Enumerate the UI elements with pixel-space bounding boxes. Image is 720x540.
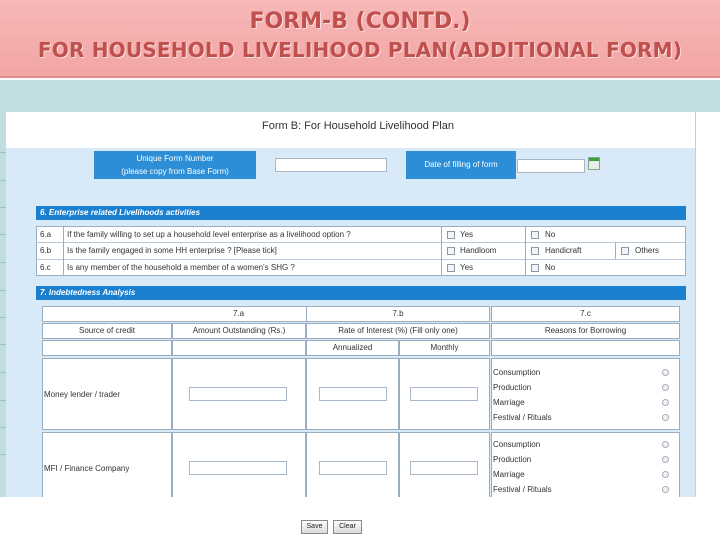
unique-form-number-label [94, 151, 256, 179]
row-6b-question: Is the family engaged in some HH enterprise ? [Please tick] [67, 246, 277, 255]
row-6c-question: Is any member of the household a member of a women's SHG ? [67, 263, 295, 272]
row-6a-no-label: No [545, 230, 556, 239]
row2-reason-festival: Festival / Rituals [493, 485, 552, 494]
section6-table [36, 226, 686, 276]
sub-empty-1 [42, 340, 172, 356]
row2-festival-radio[interactable] [662, 486, 669, 493]
source-row-1-annual-cell [306, 358, 399, 430]
source-row-1-name: Money lender / trader [44, 390, 121, 399]
source-row-2-annual-input[interactable] [319, 461, 387, 475]
source-row-1-label-cell [42, 358, 172, 430]
row-6b-others-checkbox[interactable] [621, 247, 629, 255]
row1-consumption-radio[interactable] [662, 369, 669, 376]
sub-monthly: Monthly [399, 340, 490, 356]
row2-production-radio[interactable] [662, 456, 669, 463]
source-row-2-annual-cell [306, 432, 399, 497]
row2-marriage-radio[interactable] [662, 471, 669, 478]
col-7c-code: 7.c [491, 306, 680, 322]
sub-empty-2 [172, 340, 306, 356]
col-rate-header: Rate of Interest (%) (Fill only one) [306, 323, 490, 339]
slide-title-line2: FOR HOUSEHOLD LIVELIHOOD PLAN(ADDITIONAL FORM) [37, 38, 683, 62]
slide-title-banner [0, 0, 720, 78]
source-row-1-monthly-cell [399, 358, 490, 430]
col-amount-header: Amount Outstanding (Rs.) [172, 323, 306, 339]
form-title: Form B: For Household Livelihood Plan [262, 120, 454, 132]
row2-reason-production: Production [493, 455, 532, 464]
row1-reason-festival: Festival / Rituals [493, 413, 552, 422]
form-screenshot [6, 112, 696, 497]
date-of-filling-label: Date of filling of form [406, 151, 516, 179]
source-row-1-reasons-cell [491, 358, 680, 430]
row-6b-code: 6.b [40, 246, 52, 255]
source-row-2-monthly-cell [399, 432, 490, 497]
source-row-1-monthly-input[interactable] [410, 387, 478, 401]
row-6a-no-checkbox[interactable] [531, 231, 539, 239]
unique-form-number-input[interactable] [275, 158, 387, 172]
slide-title-line1: FORM-B (CONTD.) [249, 9, 471, 34]
col-reasons-header: Reasons for Borrowing [491, 323, 680, 339]
source-row-1-annual-input[interactable] [319, 387, 387, 401]
row-6a-code: 6.a [40, 230, 52, 239]
row-6a-question: If the family willing to set up a household level enterprise as a livelihood option ? [67, 230, 351, 239]
row1-reason-consumption: Consumption [493, 368, 541, 377]
save-button[interactable]: Save [301, 520, 328, 534]
col-7b-code: 7.b [306, 306, 490, 322]
row-6c-no-label: No [545, 263, 556, 272]
source-row-2-monthly-input[interactable] [410, 461, 478, 475]
ufn-label-line1: Unique Form Number [136, 154, 214, 163]
row-6b-others-label: Others [635, 246, 660, 255]
row1-production-radio[interactable] [662, 384, 669, 391]
source-row-1-amount-cell [172, 358, 306, 430]
source-row-2-label-cell [42, 432, 172, 497]
source-row-2-name: MFI / Finance Company [44, 464, 130, 473]
calendar-icon[interactable] [588, 157, 600, 170]
section7-heading: 7. Indebtedness Analysis [36, 286, 686, 300]
col-7a-code: 7.a [42, 306, 435, 322]
row-6c-no-checkbox[interactable] [531, 264, 539, 272]
source-row-2-reasons-cell [491, 432, 680, 497]
row-6b-handloom-checkbox[interactable] [447, 247, 455, 255]
row-6b-handicraft-label: Handicraft [545, 246, 582, 255]
row1-reason-marriage: Marriage [493, 398, 525, 407]
row-6c-code: 6.c [40, 263, 51, 272]
row2-consumption-radio[interactable] [662, 441, 669, 448]
row-6b-handloom-label: Handloom [460, 246, 497, 255]
section6-heading: 6. Enterprise related Livelihoods activities [36, 206, 686, 220]
row1-marriage-radio[interactable] [662, 399, 669, 406]
source-row-1-amount-input[interactable] [189, 387, 287, 401]
date-of-filling-input[interactable] [517, 159, 585, 173]
ufn-label-line2: (please copy from Base Form) [121, 167, 229, 176]
teal-strip [0, 80, 720, 112]
col-source-header: Source of credit [42, 323, 172, 339]
clear-button[interactable]: Clear [333, 520, 362, 534]
row-6c-yes-checkbox[interactable] [447, 264, 455, 272]
row-6b-handicraft-checkbox[interactable] [531, 247, 539, 255]
row1-reason-production: Production [493, 383, 532, 392]
sub-annualized: Annualized [306, 340, 399, 356]
source-row-2-amount-input[interactable] [189, 461, 287, 475]
sub-empty-3 [491, 340, 680, 356]
row2-reason-marriage: Marriage [493, 470, 525, 479]
row-6a-yes-checkbox[interactable] [447, 231, 455, 239]
row-6a-yes-label: Yes [460, 230, 474, 239]
form-header [6, 112, 696, 148]
row-6c-yes-label: Yes [460, 263, 474, 272]
row2-reason-consumption: Consumption [493, 440, 541, 449]
source-row-2-amount-cell [172, 432, 306, 497]
row1-festival-radio[interactable] [662, 414, 669, 421]
